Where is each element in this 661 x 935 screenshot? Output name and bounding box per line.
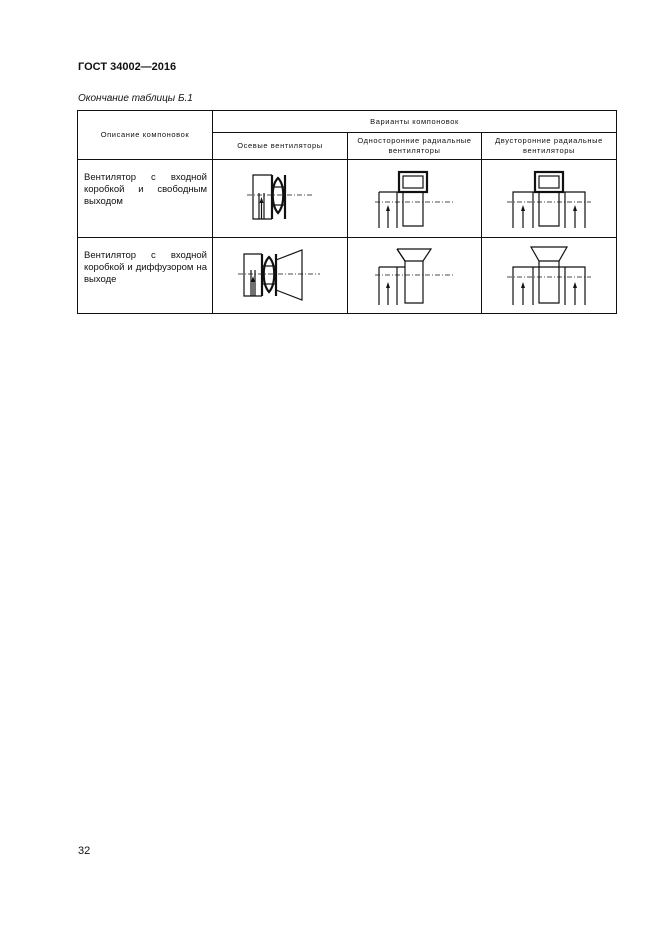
axial-free-cell: [213, 160, 348, 238]
table-caption: Окончание таблицы Б.1: [78, 93, 193, 104]
header-axial: Осевые вентиляторы: [213, 133, 348, 160]
row-description: Вентилятор с входной коробкой и свободным выходом: [78, 160, 213, 238]
axial-fan-inlet-box-diffuser-icon: [238, 246, 322, 306]
single-radial-fan-inlet-box-diffuser-icon: [375, 245, 455, 307]
standard-header: ГОСТ 34002—2016: [78, 61, 177, 73]
single-radial-free-cell: [348, 160, 482, 238]
page-number: 32: [78, 845, 91, 857]
double-radial-free-cell: [482, 160, 617, 238]
axial-fan-inlet-box-free-outlet-icon: [245, 169, 315, 229]
header-double-radial: Двусторонние радиальные вентиляторы: [482, 133, 617, 160]
single-radial-fan-inlet-box-free-outlet-icon: [375, 168, 455, 230]
double-radial-fan-inlet-box-diffuser-icon: [499, 245, 599, 307]
row-description: Вентилятор с входной коробкой и диффузором на выходе: [78, 238, 213, 314]
double-radial-fan-inlet-box-free-outlet-icon: [499, 168, 599, 230]
header-single-radial: Односторонние радиальные вентиляторы: [348, 133, 482, 160]
double-radial-diffuser-cell: [482, 238, 617, 314]
header-description: Описание компоновок: [78, 111, 213, 160]
header-variants: Варианты компоновок: [213, 111, 617, 133]
single-radial-diffuser-cell: [348, 238, 482, 314]
layout-table: [77, 110, 617, 314]
axial-diffuser-cell: [213, 238, 348, 314]
